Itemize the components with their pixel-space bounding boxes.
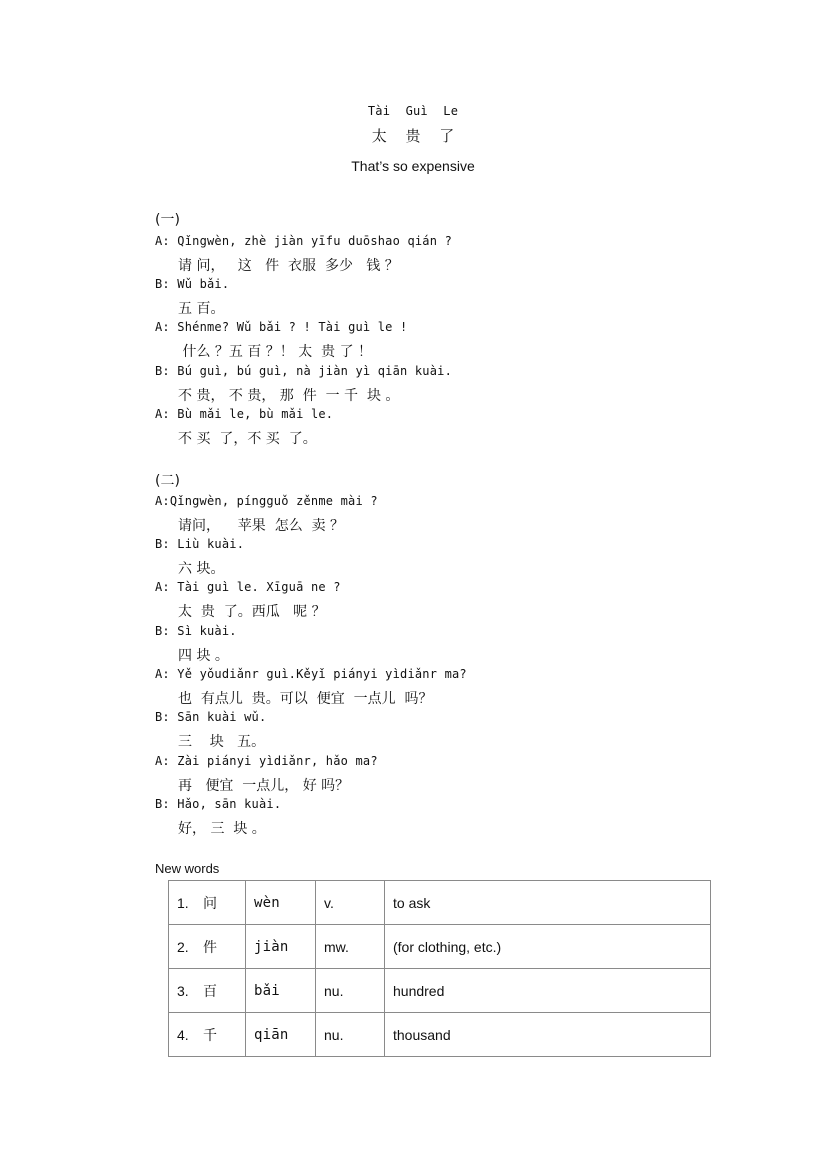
dialogue2-line8-hanzi: 好， 三 块 。 xyxy=(178,821,266,837)
speaker-label: A: xyxy=(155,320,170,334)
dialogue1-line5-hanzi: 不 买 了，不 买 了。 xyxy=(178,431,317,447)
speaker-label: A: xyxy=(155,580,170,594)
speaker-label: A: xyxy=(155,234,170,248)
pinyin-text: Sān kuài wǔ. xyxy=(177,710,267,724)
table-row xyxy=(169,1013,711,1057)
pinyin-text: Wǔ bǎi. xyxy=(177,277,230,291)
dialogue2-heading: (二) xyxy=(155,473,180,489)
pinyin-text: Bú guì, bú guì, nà jiàn yì qiān kuài. xyxy=(177,364,453,378)
pinyin-text: Bù mǎi le, bù mǎi le. xyxy=(177,407,334,421)
dialogue2-line1-pinyin xyxy=(155,494,378,508)
dialogue2-line3-pinyin xyxy=(155,580,341,594)
dialogue1-line3-hanzi: 什么 ？五 百 ？！ 太 贵 了 ！ xyxy=(178,344,373,360)
speaker-label: B: xyxy=(155,364,170,378)
dialogue1-line4-hanzi: 不 贵， 不 贵， 那 件 一 千 块 。 xyxy=(178,388,400,404)
dialogue2-line1-hanzi: 请问， 苹果 怎么 卖 ？ xyxy=(178,518,345,534)
dialogue2-line5-hanzi: 也 有点儿 贵。可以 便宜 一点儿 吗？ xyxy=(178,691,433,707)
title-pinyin: Tài Guì Le xyxy=(367,104,459,118)
word-hanzi: 千 xyxy=(203,1027,217,1044)
pinyin-text: Yě yǒudiǎnr guì.Kěyǐ piányi yìdiǎnr ma? xyxy=(177,667,467,681)
new-words-heading: New words xyxy=(155,861,220,876)
vocabulary-table xyxy=(168,880,711,1057)
dialogue2-line6-hanzi: 三 块 五。 xyxy=(178,734,266,750)
dialogue1-line5-pinyin xyxy=(155,407,333,421)
pinyin-text: Liù kuài. xyxy=(177,537,245,551)
pinyin-text: Qǐngwèn, píngguǒ zěnme mài ? xyxy=(169,494,378,508)
pinyin-text: Tài guì le. Xīguā ne ? xyxy=(177,580,341,594)
speaker-label: A: xyxy=(155,407,170,421)
speaker-label: B: xyxy=(155,624,170,638)
pos-cell: nu. xyxy=(316,1013,385,1057)
title-chinese: 太 贵 了 xyxy=(371,127,455,145)
row-number: 4. xyxy=(177,1026,189,1043)
dialogue1-line1-pinyin xyxy=(155,234,452,248)
dialogue1-line2-pinyin xyxy=(155,277,229,291)
word-hanzi: 百 xyxy=(203,983,217,1000)
word-cell xyxy=(169,1013,246,1057)
dialogue2-line7-hanzi: 再 便宜 一点儿， 好 吗？ xyxy=(178,778,350,794)
dialogue2-line7-pinyin xyxy=(155,754,378,768)
table-row xyxy=(169,925,711,969)
meaning-cell: hundred xyxy=(385,969,711,1013)
dialogue1-line4-pinyin xyxy=(155,364,452,378)
speaker-label: A: xyxy=(155,754,170,768)
table-row xyxy=(169,881,711,925)
row-number: 1. xyxy=(177,894,189,911)
speaker-label: B: xyxy=(155,710,170,724)
speaker-label: A: xyxy=(155,494,170,508)
dialogue1-heading: (一) xyxy=(155,212,180,228)
word-cell xyxy=(169,881,246,925)
dialogue2-line4-hanzi: 四 块 。 xyxy=(178,648,229,664)
dialogue2-line8-pinyin xyxy=(155,797,281,811)
pos-cell: mw. xyxy=(316,925,385,969)
dialogue2-line2-hanzi: 六 块。 xyxy=(178,561,225,577)
dialogue2-line2-pinyin xyxy=(155,537,244,551)
pos-cell: nu. xyxy=(316,969,385,1013)
pos-cell: v. xyxy=(316,881,385,925)
dialogue2-line6-pinyin xyxy=(155,710,266,724)
dialogue2-line3-hanzi: 太 贵 了。西瓜 呢 ？ xyxy=(178,604,326,620)
dialogue2-line5-pinyin xyxy=(155,667,467,681)
speaker-label: A: xyxy=(155,667,170,681)
word-cell xyxy=(169,925,246,969)
dialogue1-line2-hanzi: 五 百。 xyxy=(178,301,225,317)
meaning-cell: thousand xyxy=(385,1013,711,1057)
pinyin-text: Shénme? Wǔ bǎi ? ! Tài guì le ! xyxy=(177,320,408,334)
speaker-label: B: xyxy=(155,277,170,291)
pinyin-text: Hǎo, sān kuài. xyxy=(177,797,282,811)
row-number: 2. xyxy=(177,938,189,955)
pinyin-cell: bǎi xyxy=(246,969,316,1013)
word-hanzi: 件 xyxy=(203,939,217,956)
dialogue2-line4-pinyin xyxy=(155,624,237,638)
speaker-label: B: xyxy=(155,797,170,811)
pinyin-cell: wèn xyxy=(246,881,316,925)
word-hanzi: 问 xyxy=(203,895,217,912)
pinyin-text: Qǐngwèn, zhè jiàn yīfu duōshao qián ? xyxy=(177,234,453,248)
pinyin-text: Zài piányi yìdiǎnr, hǎo ma? xyxy=(177,754,378,768)
word-cell xyxy=(169,969,246,1013)
dialogue1-line1-hanzi: 请 问， 这 件 衣服 多少 钱 ？ xyxy=(178,258,399,274)
pinyin-cell: qiān xyxy=(246,1013,316,1057)
pinyin-cell: jiàn xyxy=(246,925,316,969)
meaning-cell: (for clothing, etc.) xyxy=(385,925,711,969)
speaker-label: B: xyxy=(155,537,170,551)
table-row xyxy=(169,969,711,1013)
title-english: That’s so expensive xyxy=(351,158,475,174)
row-number: 3. xyxy=(177,982,189,999)
dialogue1-line3-pinyin xyxy=(155,320,407,334)
meaning-cell: to ask xyxy=(385,881,711,925)
pinyin-text: Sì kuài. xyxy=(177,624,237,638)
